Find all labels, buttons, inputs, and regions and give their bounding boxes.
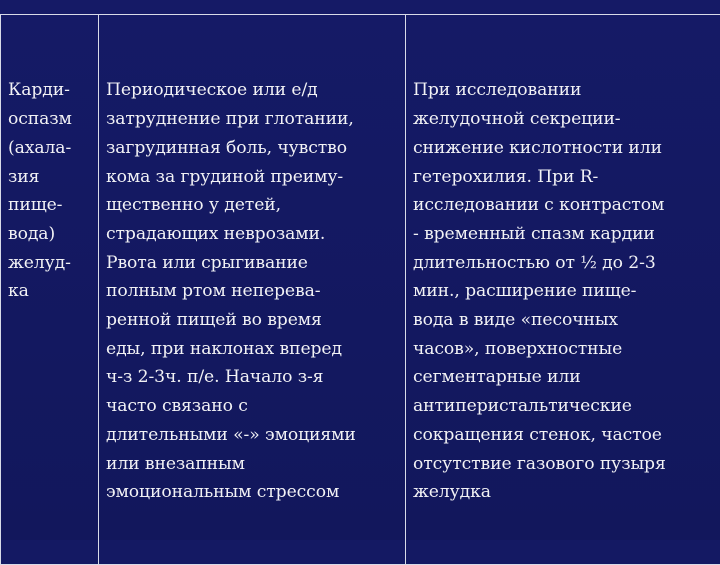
research-findings-text: При исследовании желудочной секреции- снижение кислотности или гетерохилия. При R- исследовании с контрастом - временный спазм кардии длительностью от ½ до 2-3 мин., расширение пище- вода в виде «песочных часов», поверхностные сегментарные или антиперистальтические сокращения стенок, частое отсутствие газового пузыря желудка (413, 76, 718, 507)
research-findings-cell (406, 15, 720, 565)
clinical-picture-cell (99, 15, 406, 565)
clinical-picture-text: Периодическое или е/д затруднение при глотании, загрудинная боль, чувство кома за грудиной преиму- щественно у детей, страдающих неврозами. Рвота или срыгивание полным ртом неперева- ренной пищей во время еды, при наклонах вперед ч-з 2-3ч. п/е. Начало з-я часто связано с длительными «-» эмоциями или внезапным эмоциональным стрессом (106, 76, 399, 507)
disease-name-cell (1, 15, 99, 565)
diagnosis-table (0, 14, 720, 565)
disease-name-text: Карди- оспазм (ахала- зия пище- вода) желуд- ка (8, 76, 92, 306)
table-row (1, 15, 720, 565)
